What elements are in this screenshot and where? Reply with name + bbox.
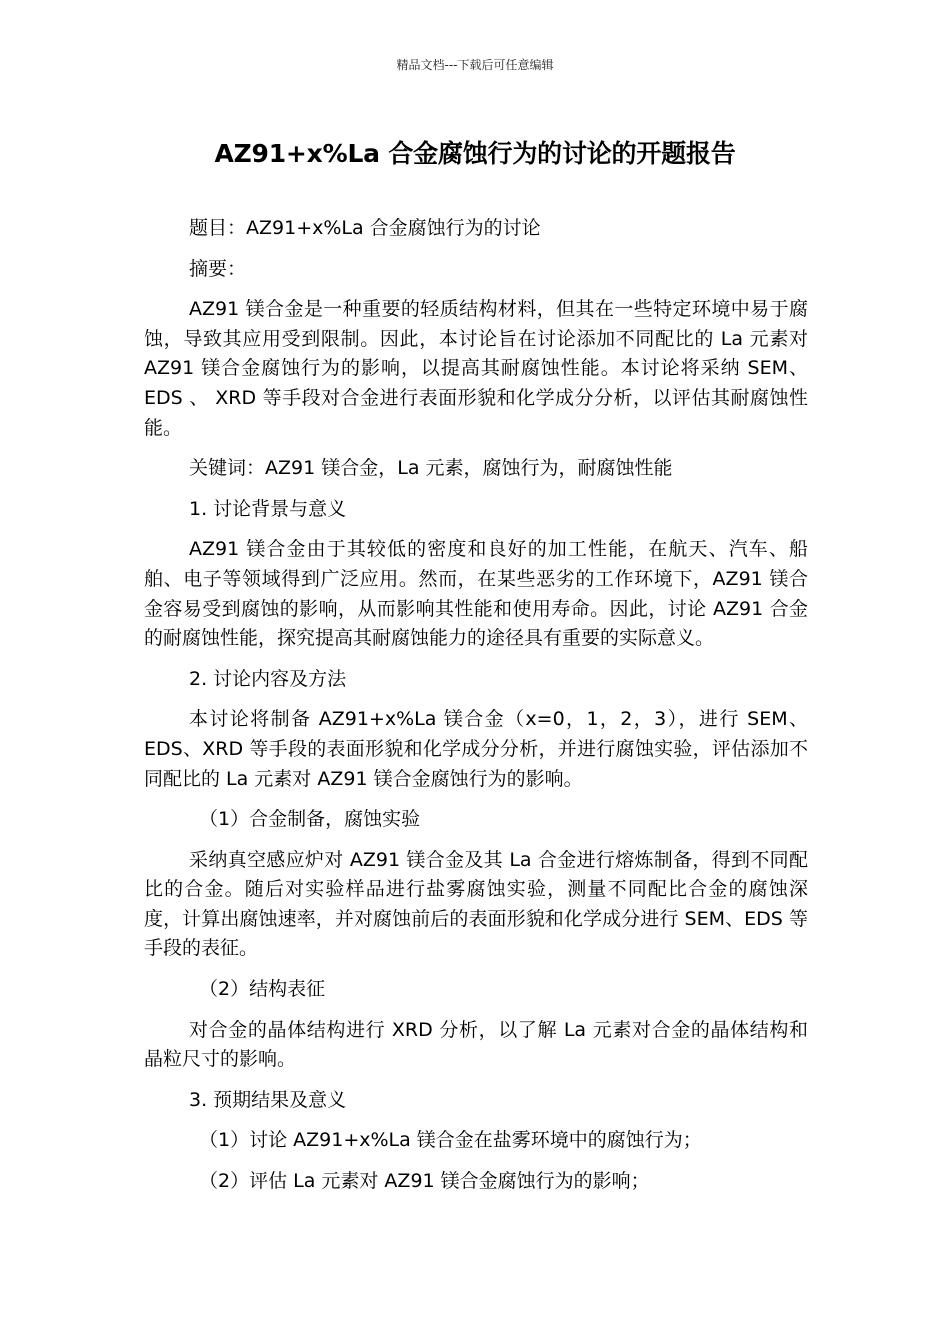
header-note: 精品文档---下载后可任意编辑 [396,58,554,72]
methods-paragraph: 本讨论将制备 AZ91+x%La 镁合金（x=0，1，2，3），进行 SEM、EDS、XRD 等手段的表面形貌和化学成分分析，并进行腐蚀实验，评估添加不同配比的 La 元素对 AZ91 镁合金腐蚀行为的影响。 [144,708,808,790]
expected-result-item: （2）评估 La 元素对 AZ91 镁合金腐蚀行为的影响； [199,1170,650,1193]
structure-paragraph: 对合金的晶体结构进行 XRD 分析，以了解 La 元素对合金的晶体结构和晶粒尺寸的影响。 [144,1018,808,1071]
section-heading-background: 1. 讨论背景与意义 [189,497,347,520]
background-paragraph: AZ91 镁合金由于其较低的密度和良好的加工性能，在航天、汽车、船舶、电子等领域得到广泛应用。然而，在某些恶劣的工作环境下，AZ91 镁合金容易受到腐蚀的影响，从而影响其性能和使用寿命。因此，讨论 AZ91 合金的耐腐蚀性能，探究提高其耐腐蚀能力的途径具有重要的实际意义。 [144,538,808,650]
alloy-preparation-paragraph: 采纳真空感应炉对 AZ91 镁合金及其 La 合金进行熔炼制备，得到不同配比的合金。随后对实验样品进行盐雾腐蚀实验，测量不同配比合金的腐蚀深度，计算出腐蚀速率，并对腐蚀前后的表面形貌和化学成分进行 SEM、EDS 等手段的表征。 [144,848,808,960]
expected-result-item: （1）讨论 AZ91+x%La 镁合金在盐雾环境中的腐蚀行为； [199,1129,702,1152]
abstract-heading: 摘要： [189,257,247,280]
abstract-paragraph: AZ91 镁合金是一种重要的轻质结构材料，但其在一些特定环境中易于腐蚀，导致其应用受到限制。因此，本讨论旨在讨论添加不同配比的 La 元素对 AZ91 镁合金腐蚀行为的影响，以提高其耐腐蚀性能。本讨论将采纳 SEM、EDS 、 XRD 等手段对合金进行表面形貌和化学成分分析，以评估其耐腐蚀性能。 [144,298,808,439]
document-body [144,214,808,1208]
document-title: AZ91+x%La 合金腐蚀行为的讨论的开题报告 [214,139,736,168]
subheading-structure: （2）结构表征 [199,978,326,1001]
section-heading-methods: 2. 讨论内容及方法 [189,667,347,690]
topic-line: 题目：AZ91+x%La 合金腐蚀行为的讨论 [189,217,541,239]
subheading-alloy-preparation: （1）合金制备，腐蚀实验 [199,808,421,831]
keywords-line: 关键词：AZ91 镁合金，La 元素，腐蚀行为，耐腐蚀性能 [189,457,673,480]
section-heading-expected-results: 3. 预期结果及意义 [189,1088,347,1111]
